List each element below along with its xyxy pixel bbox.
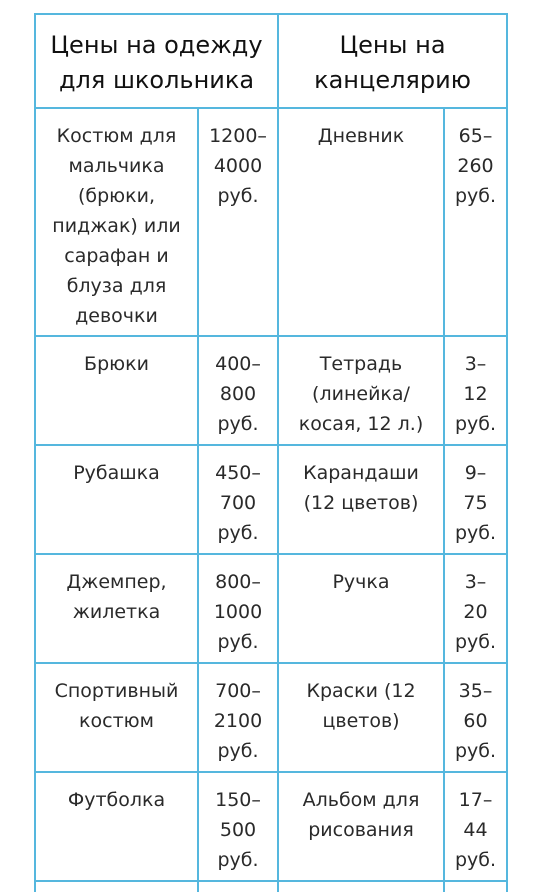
stationery-item: Альбом для рисования	[302, 789, 420, 841]
clothing-price: 800– 1000 руб.	[213, 571, 263, 653]
stationery-price: 3– 12 руб.	[454, 353, 497, 435]
empty-cell	[444, 881, 507, 892]
stationery-item: Ручка	[332, 571, 390, 593]
stationery-price-cell	[444, 445, 507, 554]
stationery-item: Карандаши (12 цветов)	[303, 462, 419, 514]
clothing-item: Спортивный костюм	[54, 680, 179, 732]
clothing-item-cell	[35, 445, 198, 554]
clothing-item-cell	[35, 108, 198, 336]
clothing-item: Костюм для мальчика (брюки, пиджак) или сарафан и блуза для девочки	[52, 125, 181, 327]
clothing-item: Брюки	[84, 353, 149, 375]
clothing-price: 450– 700 руб.	[215, 462, 261, 544]
stationery-item-cell	[278, 772, 444, 881]
table-row	[35, 108, 507, 336]
stationery-price: 65– 260 руб.	[454, 125, 497, 207]
stationery-item-cell	[278, 554, 444, 663]
price-table	[34, 13, 508, 892]
clothing-header	[35, 14, 278, 108]
stationery-price: 9– 75 руб.	[454, 462, 497, 544]
stationery-item-cell	[278, 108, 444, 336]
stationery-item: Тетрадь (линейка/ косая, 12 л.)	[298, 353, 424, 435]
stationery-price: 17– 44 руб.	[454, 789, 497, 871]
stationery-price-cell	[444, 108, 507, 336]
clothing-price-cell	[198, 445, 278, 554]
table-row	[35, 772, 507, 881]
clothing-header-text: Цены на одежду для школьника	[50, 31, 263, 94]
table-row	[35, 663, 507, 772]
clothing-item: Джемпер, жилетка	[66, 571, 167, 623]
clothing-price-cell	[198, 663, 278, 772]
stationery-price-cell	[444, 772, 507, 881]
stationery-price-cell	[444, 663, 507, 772]
clothing-price: 700– 2100 руб.	[213, 680, 263, 762]
clothing-item-cell	[35, 663, 198, 772]
table-row	[35, 445, 507, 554]
table-row	[35, 336, 507, 445]
clothing-price: 150– 500 руб.	[215, 789, 261, 871]
stationery-item-cell	[278, 445, 444, 554]
stationery-item: Дневник	[317, 125, 405, 147]
stationery-price: 3– 20 руб.	[454, 571, 497, 653]
stationery-price-cell	[444, 554, 507, 663]
clothing-price: 400– 800 руб.	[215, 353, 261, 435]
stationery-item-cell	[278, 336, 444, 445]
stationery-item: Краски (12 цветов)	[306, 680, 416, 732]
stationery-header-text: Цены на канцелярию	[314, 31, 471, 94]
clothing-item-cell	[35, 554, 198, 663]
clothing-price: 1200– 4000 руб.	[209, 125, 267, 207]
empty-cell	[35, 881, 198, 892]
clothing-price-cell	[198, 108, 278, 336]
clothing-price-cell	[198, 772, 278, 881]
empty-cell	[198, 881, 278, 892]
stationery-price: 35– 60 руб.	[454, 680, 497, 762]
table-row-partial	[35, 881, 507, 892]
table-row	[35, 554, 507, 663]
stationery-item-cell	[278, 663, 444, 772]
stationery-price-cell	[444, 336, 507, 445]
clothing-item-cell	[35, 336, 198, 445]
clothing-item: Футболка	[67, 789, 166, 811]
clothing-price-cell	[198, 336, 278, 445]
clothing-item-cell	[35, 772, 198, 881]
header-row	[35, 14, 507, 108]
clothing-price-cell	[198, 554, 278, 663]
empty-cell	[278, 881, 444, 892]
stationery-header	[278, 14, 507, 108]
clothing-item: Рубашка	[73, 462, 160, 484]
